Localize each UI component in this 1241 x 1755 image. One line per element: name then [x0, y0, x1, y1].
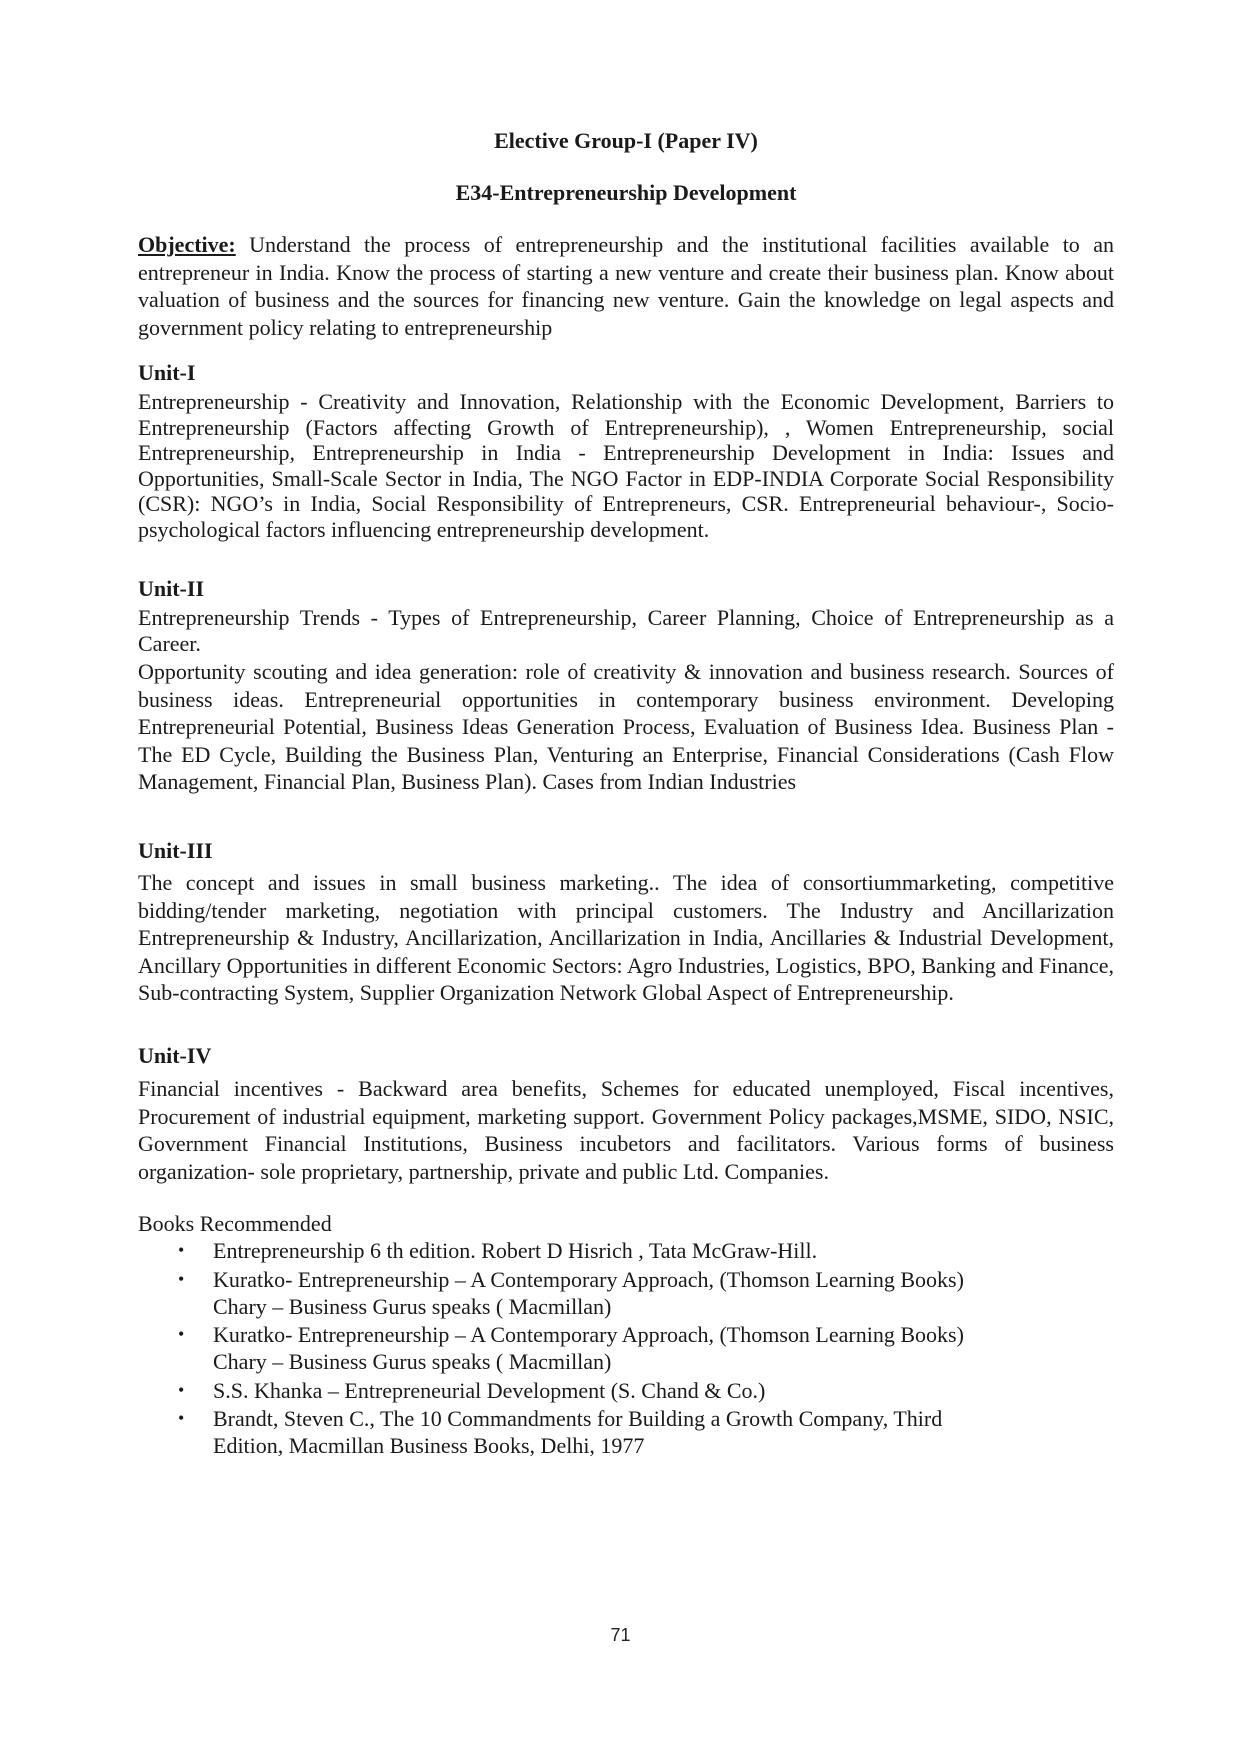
- objective-text: Understand the process of entrepreneurship and the institutional facilities available to an entrepreneur in India. Know the process of starting a new venture and create their business plan. Know about valuation of business and the sources for financing new venture. Gain the knowledge on legal aspects and government policy relating to entrepreneurship: [138, 232, 1114, 340]
- book-subtitle: Chary – Business Gurus speaks ( Macmillan): [213, 1349, 612, 1374]
- unit-iv-title: Unit-IV: [138, 1043, 212, 1068]
- unit-iii-text: The concept and issues in small business marketing.. The idea of consortiummarketing, competitive bidding/tender marketing, negotiation with principal customers. The Industry and Ancillarization Entrepreneurship & Industry, Ancillarization, Ancillarization in India, Ancillaries & Industrial Development, Ancillary Opportunities in different Economic Sectors: Agro Industries, Logistics, BPO, Banking and Finance, Sub-contracting System, Supplier Organization Network Global Aspect of Entrepreneurship.: [138, 870, 1114, 1005]
- books-list: [138, 1237, 1114, 1461]
- book-item: [138, 1237, 1114, 1264]
- unit-ii-text-1: Entrepreneurship Trends - Types of Entrepreneurship, Career Planning, Choice of Entrepreneurship as a Career.: [138, 605, 1114, 656]
- elective-group-heading: Elective Group-I (Paper IV): [494, 128, 758, 153]
- bullet-icon: •: [178, 1324, 185, 1344]
- bullet-icon: •: [178, 1379, 185, 1400]
- objective-paragraph: [138, 231, 1114, 341]
- unit-ii-title: Unit-II: [138, 576, 205, 601]
- unit-iv-text: Financial incentives - Backward area benefits, Schemes for educated unemployed, Fiscal incentives, Procurement of industrial equipment, marketing support. Government Policy packages,MSME, SIDO, NSIC, Government Financial Institutions, Business incubetors and facilitators. Various forms of business organization- sole proprietary, partnership, private and public Ltd. Companies.: [138, 1076, 1114, 1184]
- book-item: [138, 1377, 1114, 1404]
- book-subtitle: Edition, Macmillan Business Books, Delhi, 1977: [213, 1433, 645, 1458]
- book-subtitle: Chary – Business Gurus speaks ( Macmillan): [213, 1293, 612, 1319]
- book-title: Entrepreneurship 6 th edition. Robert D Hisrich , Tata McGraw-Hill.: [213, 1238, 818, 1263]
- book-title: Kuratko- Entrepreneurship – A Contemporary Approach, (Thomson Learning Books): [213, 1322, 964, 1347]
- bullet-icon: •: [178, 1268, 185, 1289]
- book-title: Brandt, Steven C., The 10 Commandments for Building a Growth Company, Third: [213, 1406, 943, 1431]
- unit-ii-text-2: Opportunity scouting and idea generation: role of creativity & innovation and business research. Sources of business ideas. Entrepreneurial opportunities in contemporary business environment. Developing Entrepreneurial Potential, Business Ideas Generation Process, Evaluation of Business Idea. Business Plan - The ED Cycle, Building the Business Plan, Venturing an Enterprise, Financial Considerations (Cash Flow Management, Financial Plan, Business Plan). Cases from Indian Industries: [138, 659, 1114, 794]
- unit-i-title: Unit-I: [138, 360, 196, 385]
- page-number: 71: [610, 1625, 631, 1645]
- book-item: [138, 1405, 1114, 1459]
- unit-iii-title: Unit-III: [138, 838, 213, 863]
- unit-i-text: Entrepreneurship - Creativity and Innovation, Relationship with the Economic Development, Barriers to Entrepreneurship (Factors affecting Growth of Entrepreneurship), , Women Entrepreneurship, social Entrepreneurship, Entrepreneurship in India - Entrepreneurship Development in India: Issues and Opportunities, Small-Scale Sector in India, The NGO Factor in EDP-INDIA Corporate Social Responsibility (CSR): NGO’s in India, Social Responsibility of Entrepreneurs, CSR. Entrepreneurial behaviour-, Socio- psychological factors influencing entrepreneurship development.: [138, 389, 1114, 542]
- book-item: [138, 1321, 1114, 1375]
- book-title: S.S. Khanka – Entrepreneurial Development (S. Chand & Co.): [213, 1377, 766, 1403]
- books-recommended-title: Books Recommended: [138, 1211, 332, 1236]
- book-item: [138, 1266, 1114, 1320]
- course-title: E34-Entrepreneurship Development: [455, 180, 797, 205]
- bullet-icon: •: [178, 1408, 185, 1428]
- bullet-icon: •: [178, 1240, 185, 1260]
- objective-label: Objective:: [138, 232, 236, 257]
- book-title: Kuratko- Entrepreneurship – A Contemporary Approach, (Thomson Learning Books): [213, 1266, 964, 1292]
